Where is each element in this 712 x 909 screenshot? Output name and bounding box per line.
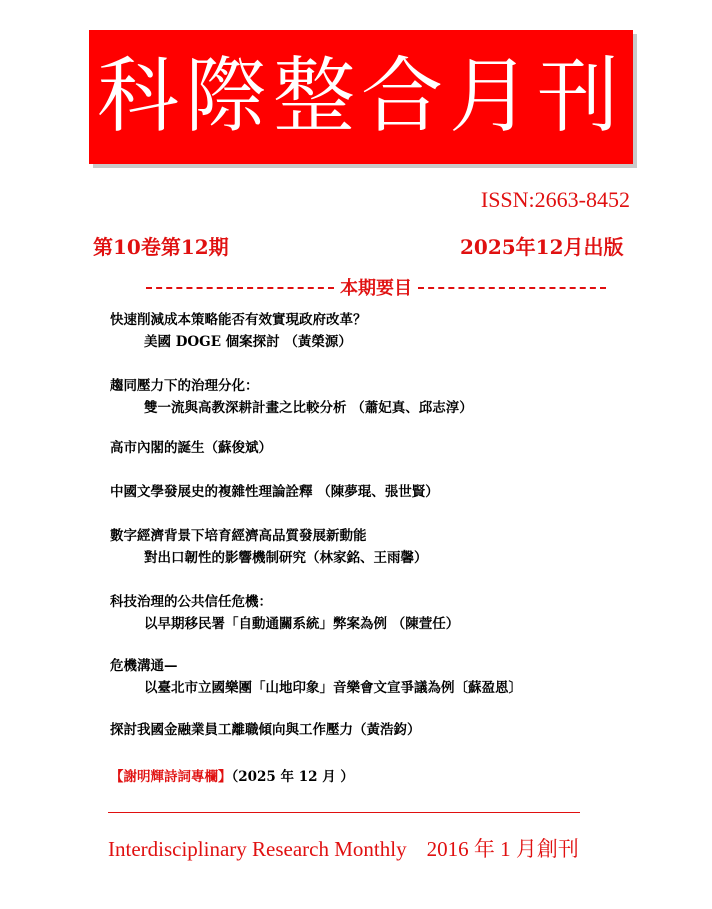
article-subtitle: 對出口韌性的影響機制研究（林家銘、王雨馨） — [144, 550, 428, 566]
special-column-date: （2025 年 12 月 ） — [231, 769, 354, 785]
contents-heading-label: 本期要目 — [340, 278, 412, 299]
volume-issue: 第10卷第12期 — [93, 235, 229, 259]
publication-date: 2025年12月出版 — [460, 235, 624, 259]
article-subtitle: 美國 DOGE 個案探討 （黃榮源） — [144, 334, 352, 350]
founding-date: 2016 年 1 月創刊 — [426, 837, 579, 861]
table-of-contents — [110, 309, 630, 749]
article-subtitle: 以早期移民署「自動通關系統」弊案為例 （陳萱任） — [144, 616, 460, 632]
article-entry[interactable] — [110, 655, 630, 719]
special-column[interactable] — [110, 765, 354, 785]
english-title: Interdisciplinary Research Monthly — [108, 837, 407, 861]
article-title: 數字經濟背景下培育經濟高品質發展新動能 — [110, 528, 367, 544]
heading-divider-left — [146, 287, 334, 289]
contents-heading — [146, 274, 606, 300]
article-subtitle: 雙一流與高教深耕計畫之比較分析 （蕭妃真、邱志淳） — [144, 400, 473, 416]
special-column-name: 【謝明輝詩詞專欄】 — [110, 769, 232, 785]
article-entry[interactable] — [110, 719, 630, 749]
article-entry[interactable] — [110, 375, 630, 437]
heading-divider-right — [418, 287, 606, 289]
footer-divider — [108, 812, 580, 813]
article-title: 趨同壓力下的治理分化： — [110, 378, 259, 394]
article-entry[interactable] — [110, 591, 630, 655]
article-title: 高市內閣的誕生（蘇俊斌） — [110, 440, 272, 456]
footer — [108, 833, 579, 863]
masthead-banner — [89, 30, 633, 164]
magazine-title: 科際整合月刊 — [96, 49, 625, 144]
issn-number: ISSN:2663-8452 — [480, 187, 630, 212]
article-title: 危機溝通— — [110, 658, 178, 674]
article-title: 探討我國金融業員工離職傾向與工作壓力（黃浩鈞） — [110, 722, 421, 738]
article-title: 中國文學發展史的複雜性理論詮釋 （陳夢琨、張世賢） — [110, 484, 439, 500]
article-title: 科技治理的公共信任危機： — [110, 594, 272, 610]
article-title: 快速削減成本策略能否有效實現政府改革？ — [110, 312, 367, 328]
article-entry[interactable] — [110, 309, 630, 375]
article-entry[interactable] — [110, 481, 630, 525]
article-subtitle: 以臺北市立國樂團「山地印象」音樂會文宣爭議為例〔蘇盈恩〕 — [144, 680, 522, 696]
article-entry[interactable] — [110, 437, 630, 481]
article-entry[interactable] — [110, 525, 630, 591]
